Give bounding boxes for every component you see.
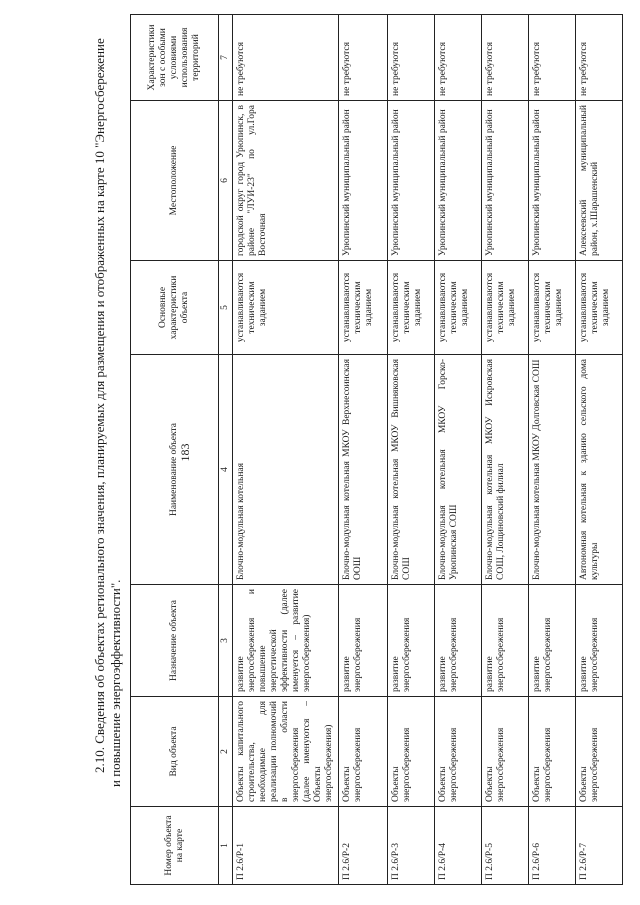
table-row xyxy=(435,15,482,885)
cell-name: Блочно-модульная котельная МКОУ Искровская СОШ, Лощиновский филиал xyxy=(482,355,529,585)
cell-location: Урюпинский муниципальный район xyxy=(388,101,435,261)
cell-number: П 2.6/Р-4 xyxy=(435,807,482,885)
heading-line-2: и повышение энергоэффективности". xyxy=(108,579,123,787)
cell-purpose: развитие энергосбережения xyxy=(529,585,576,697)
col-header-purpose: Назначение объекта xyxy=(131,585,219,697)
cell-kind: Объекты капитального строительства, необходимые для реализации полномочий в области энергосбережения (далее именуются – Объекты энергосбережения) xyxy=(233,697,339,807)
cell-purpose: развитие энергосбережения и повышение энергетической эффективности (далее именуется – развитие энергосбережения) xyxy=(233,585,339,697)
objects-table xyxy=(130,14,623,885)
cell-number: П 2.6/Р-2 xyxy=(339,807,388,885)
cell-characteristics: устанавливаются техническим заданием xyxy=(435,261,482,355)
cell-purpose: развитие энергосбережения xyxy=(482,585,529,697)
column-number: 3 xyxy=(219,585,233,697)
table-row xyxy=(576,15,623,885)
column-number: 4 xyxy=(219,355,233,585)
section-heading xyxy=(92,17,124,787)
cell-kind: Объекты энергосбережения xyxy=(435,697,482,807)
cell-zones: не требуются xyxy=(233,15,339,101)
cell-kind: Объекты энергосбережения xyxy=(576,697,623,807)
col-header-location: Местоположение xyxy=(131,101,219,261)
cell-characteristics: устанавливаются техническим заданием xyxy=(233,261,339,355)
cell-purpose: развитие энергосбережения xyxy=(388,585,435,697)
cell-number: П 2.6/Р-5 xyxy=(482,807,529,885)
cell-characteristics: устанавливаются техническим заданием xyxy=(482,261,529,355)
cell-kind: Объекты энергосбережения xyxy=(482,697,529,807)
cell-characteristics: устанавливаются техническим заданием xyxy=(576,261,623,355)
column-number: 5 xyxy=(219,261,233,355)
cell-location: городской округ город Урюпинск, в районе "ЛУИ-23" по ул.Гора Восточная xyxy=(233,101,339,261)
cell-purpose: развитие энергосбережения xyxy=(339,585,388,697)
cell-number: П 2.6/Р-7 xyxy=(576,807,623,885)
cell-name: Блочно-модульная котельная МКОУ Горско-Урюпинская СОШ xyxy=(435,355,482,585)
cell-location: Алексеевский муниципальный район, х.Шарашенский xyxy=(576,101,623,261)
page-number: 183 xyxy=(178,443,192,462)
cell-kind: Объекты энергосбережения xyxy=(388,697,435,807)
table-header-row xyxy=(131,15,219,885)
cell-number: П 2.6/Р-3 xyxy=(388,807,435,885)
cell-zones: не требуются xyxy=(388,15,435,101)
cell-location: Урюпинский муниципальный район xyxy=(482,101,529,261)
cell-location: Урюпинский муниципальный район xyxy=(339,101,388,261)
cell-characteristics: устанавливаются техническим заданием xyxy=(388,261,435,355)
cell-name: Блочно-модульная котельная МКОУ Вишняковская СОШ xyxy=(388,355,435,585)
table-row xyxy=(529,15,576,885)
cell-characteristics: устанавливаются техническим заданием xyxy=(339,261,388,355)
cell-zones: не требуются xyxy=(576,15,623,101)
cell-purpose: развитие энергосбережения xyxy=(576,585,623,697)
cell-zones: не требуются xyxy=(482,15,529,101)
column-number: 6 xyxy=(219,101,233,261)
column-number: 2 xyxy=(219,697,233,807)
table-row xyxy=(339,15,388,885)
table-row xyxy=(233,15,339,885)
cell-location: Урюпинский муниципальный район xyxy=(529,101,576,261)
cell-zones: не требуются xyxy=(339,15,388,101)
cell-zones: не требуются xyxy=(529,15,576,101)
col-header-characteristics: Основные характеристики объекта xyxy=(131,261,219,355)
table-row xyxy=(482,15,529,885)
column-numbers-row xyxy=(219,15,233,885)
cell-characteristics: устанавливаются техническим заданием xyxy=(529,261,576,355)
cell-number: П 2.6/Р-1 xyxy=(233,807,339,885)
cell-zones: не требуются xyxy=(435,15,482,101)
cell-kind: Объекты энергосбережения xyxy=(339,697,388,807)
cell-kind: Объекты энергосбережения xyxy=(529,697,576,807)
heading-line-1: 2.10. Сведения об объектах регионального значения, планируемых для размещения и отображенных на карте 10 "Энергосбережение xyxy=(92,38,107,773)
column-number: 7 xyxy=(219,15,233,101)
cell-purpose: развитие энергосбережения xyxy=(435,585,482,697)
cell-name: Блочно-модульная котельная xyxy=(233,355,339,585)
col-header-number: Номер объекта на карте xyxy=(131,807,219,885)
column-number: 1 xyxy=(219,807,233,885)
cell-number: П 2.6/Р-6 xyxy=(529,807,576,885)
col-header-name: Наименование объекта xyxy=(131,355,219,585)
col-header-kind: Вид объекта xyxy=(131,697,219,807)
table-row xyxy=(388,15,435,885)
cell-name: Блочно-модульная котельная МКОУ Верхнесоинская ООШ xyxy=(339,355,388,585)
cell-name: Автономная котельная к зданию сельского дома культуры xyxy=(576,355,623,585)
col-header-zones: Характеристики зон с особыми условиями использования территорий xyxy=(131,15,219,101)
cell-name: Блочно-модульная котельная МКОУ Долговская СОШ xyxy=(529,355,576,585)
cell-location: Урюпинский муниципальный район xyxy=(435,101,482,261)
